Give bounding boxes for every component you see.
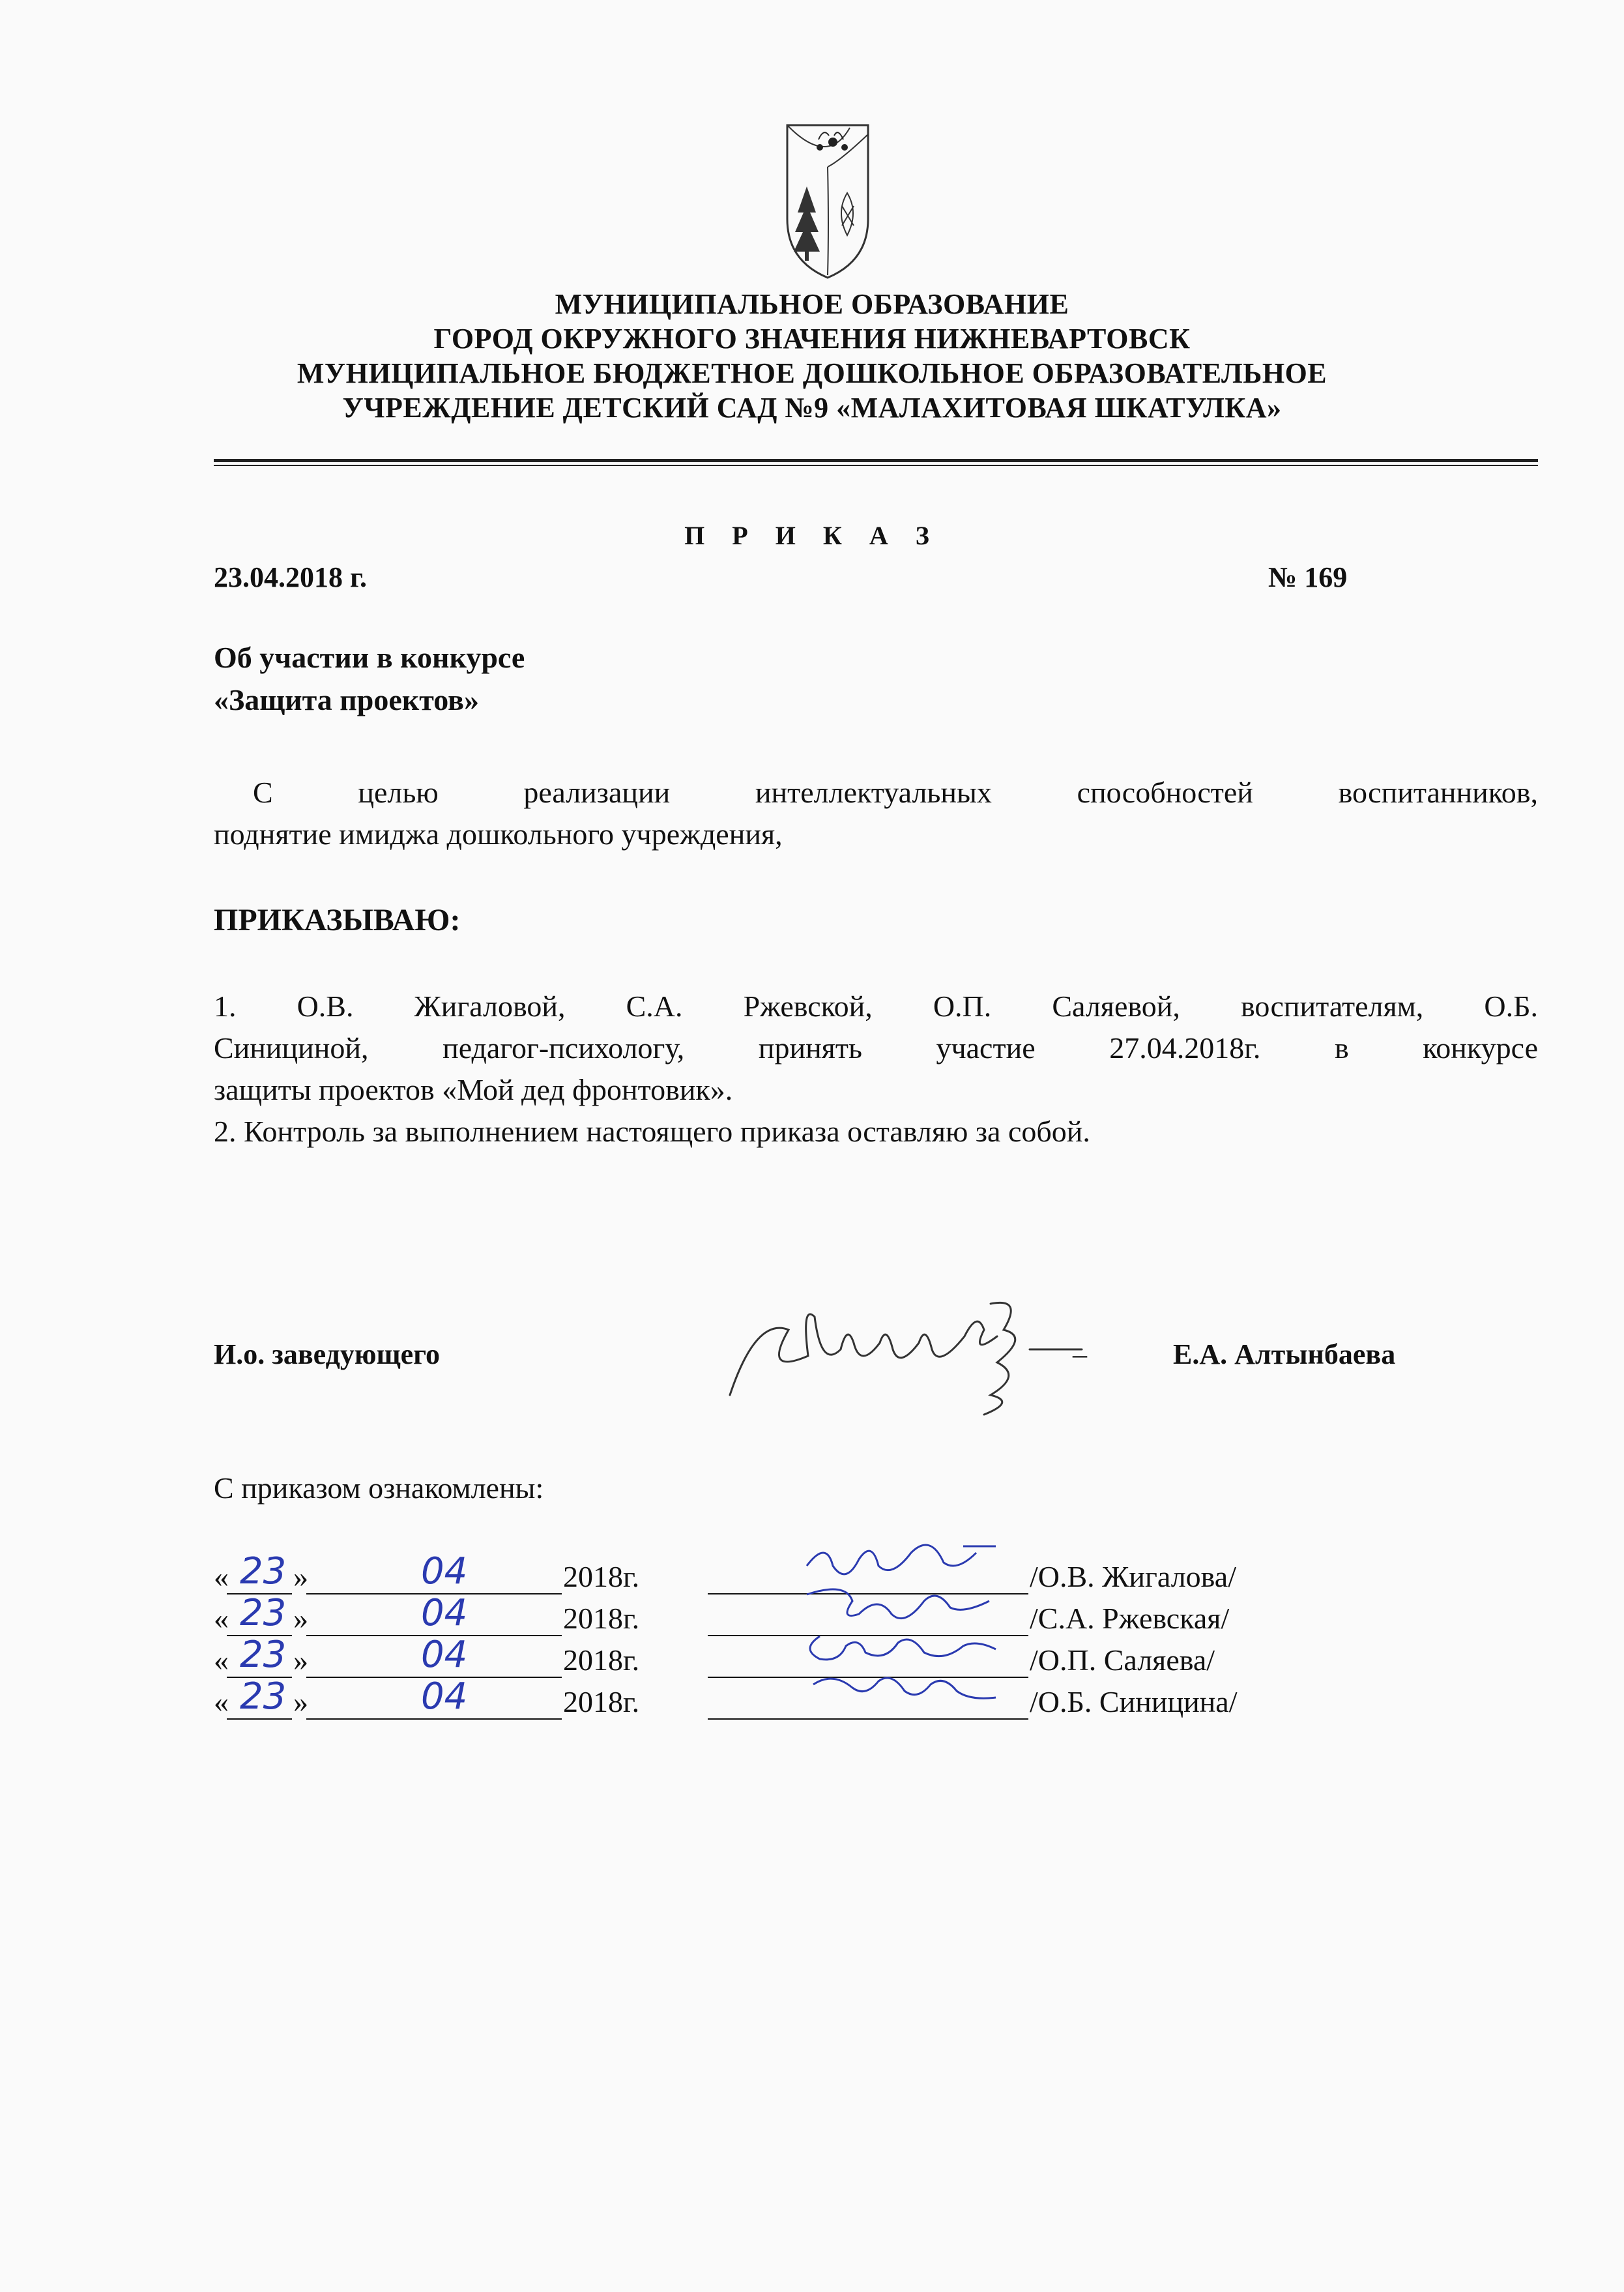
close-quote: » — [293, 1560, 308, 1593]
organization-header — [0, 287, 1624, 425]
handwritten-month: 04 — [421, 1675, 468, 1718]
director-signature — [717, 1278, 1121, 1434]
employee-name: /О.П. Саляева/ — [1030, 1643, 1215, 1677]
handwritten-month: 04 — [421, 1550, 468, 1593]
preamble-line-1: С целью реализации интеллектуальных способностей воспитанников, — [253, 776, 1538, 809]
document-subject — [214, 636, 525, 721]
year-label: 2018г. — [563, 1643, 640, 1677]
subject-line-1: Об участии в конкурсе — [214, 641, 525, 674]
handwritten-month: 04 — [421, 1592, 468, 1634]
order-directive: ПРИКАЗЫВАЮ: — [214, 903, 461, 937]
header-divider-thin — [214, 465, 1538, 466]
year-label: 2018г. — [563, 1602, 640, 1635]
employee-name: /О.Б. Синицина/ — [1030, 1685, 1238, 1718]
open-quote: « — [214, 1560, 229, 1593]
handwritten-day: 23 — [240, 1675, 287, 1718]
close-quote: » — [293, 1685, 308, 1718]
header-line-1: МУНИЦИПАЛЬНОЕ ОБРАЗОВАНИЕ — [555, 288, 1069, 320]
order-item-1-line-3: защиты проектов «Мой дед фронтовик». — [214, 1073, 733, 1106]
header-line-3: МУНИЦИПАЛЬНОЕ БЮДЖЕТНОЕ ДОШКОЛЬНОЕ ОБРАЗОВАТЕЛЬНОЕ — [297, 357, 1327, 389]
open-quote: « — [214, 1643, 229, 1677]
document-title: П Р И К А З — [684, 521, 940, 550]
signatory-position: И.о. заведующего — [214, 1338, 441, 1370]
month-underline — [306, 1718, 562, 1720]
handwritten-day: 23 — [240, 1592, 287, 1634]
signatory-dash: – — [1073, 1338, 1087, 1370]
employee-signature — [794, 1652, 1009, 1717]
employee-name: /С.А. Ржевская/ — [1030, 1602, 1230, 1635]
close-quote: » — [293, 1643, 308, 1677]
header-divider-thick — [214, 459, 1538, 462]
order-item-2: 2. Контроль за выполнением настоящего приказа оставляю за собой. — [214, 1115, 1090, 1148]
day-underline — [227, 1718, 292, 1720]
signatory-name: Е.А. Алтынбаева — [1173, 1338, 1396, 1370]
header-line-2: ГОРОД ОКРУЖНОГО ЗНАЧЕНИЯ НИЖНЕВАРТОВСК — [433, 323, 1191, 355]
open-quote: « — [214, 1685, 229, 1718]
preamble-line-2: поднятие имиджа дошкольного учреждения, — [214, 817, 783, 851]
handwritten-day: 23 — [240, 1550, 287, 1593]
year-label: 2018г. — [563, 1560, 640, 1593]
year-label: 2018г. — [563, 1685, 640, 1718]
open-quote: « — [214, 1602, 229, 1635]
handwritten-day: 23 — [240, 1634, 287, 1676]
document-number: № 169 — [1268, 561, 1348, 593]
acknowledgement-title: С приказом ознакомлены: — [214, 1471, 544, 1505]
employee-name: /О.В. Жигалова/ — [1030, 1560, 1236, 1593]
handwritten-month: 04 — [421, 1634, 468, 1676]
subject-line-2: «Защита проектов» — [214, 683, 479, 716]
order-item-1-line-2: Синициной, педагог-психологу, принять участие 27.04.2018г. в конкурсе — [214, 1031, 1538, 1065]
acknowledgement-row — [214, 1675, 1582, 1726]
header-line-4: УЧРЕЖДЕНИЕ ДЕТСКИЙ САД №9 «МАЛАХИТОВАЯ ШКАТУЛКА» — [342, 392, 1282, 424]
coat-of-arms-emblem — [782, 121, 873, 284]
signature-underline — [708, 1718, 1028, 1720]
order-item-1-line-1: 1. О.В. Жигаловой, С.А. Ржевской, О.П. Саляевой, воспитателям, О.Б. — [214, 990, 1538, 1023]
document-date: 23.04.2018 г. — [214, 561, 368, 593]
close-quote: » — [293, 1602, 308, 1635]
